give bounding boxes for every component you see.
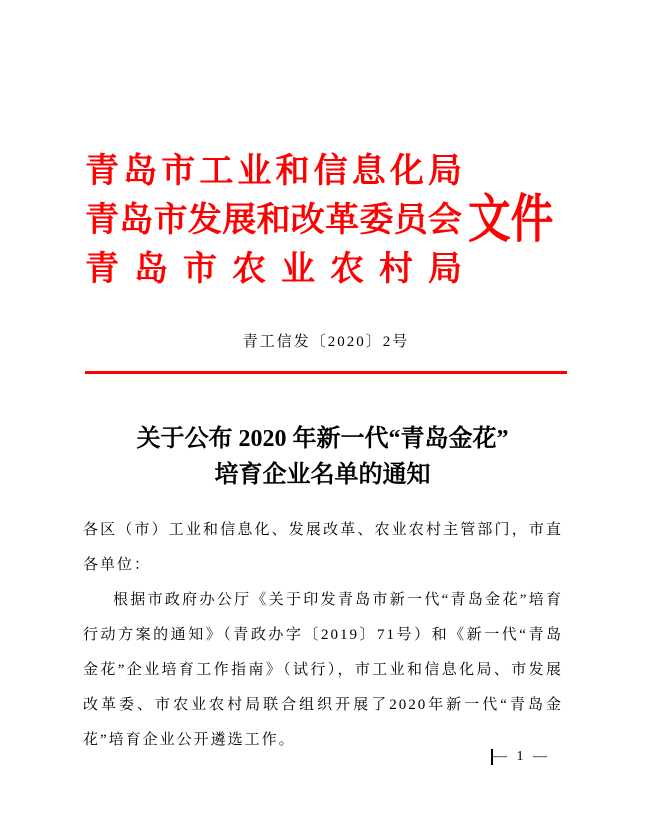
body-paragraph: 根据市政府办公厅《关于印发青岛市新一代“青岛金花”培育行动方案的通知》（青政办字〔2019〕71号）和《新一代“青岛金花”企业培育工作指南》（试行），市工业和信息化局、市发展改革委、市农业农村局联合组织开展了2020年新一代“青岛金花”培育企业公开遴选工作。 <box>83 592 563 748</box>
salutation-paragraph: 各区（市）工业和信息化、发展改革、农业农村主管部门，市直各单位： <box>83 522 563 573</box>
document-title-line1: 关于公布 2020 年新一代“青岛金花” <box>136 426 509 452</box>
org-line-agriculture-rural-bureau: 青岛市农业农村局 <box>85 251 462 288</box>
red-letterhead <box>85 147 572 294</box>
document-number: 青工信发〔2020〕2号 <box>242 334 410 350</box>
org-line-industry-it-bureau: 青岛市工业和信息化局 <box>85 153 462 190</box>
issuing-orgs <box>85 147 462 294</box>
document-body <box>83 513 563 758</box>
org-line-development-reform-commission: 青岛市发展和改革委员会 <box>85 202 462 239</box>
red-divider-line <box>85 371 567 374</box>
page-footer <box>491 748 550 766</box>
document-title <box>0 421 645 493</box>
document-title-line2: 培育企业名单的通知 <box>214 462 431 488</box>
page-number: — 1 — <box>493 749 550 764</box>
document-label: 文件 <box>467 191 554 249</box>
